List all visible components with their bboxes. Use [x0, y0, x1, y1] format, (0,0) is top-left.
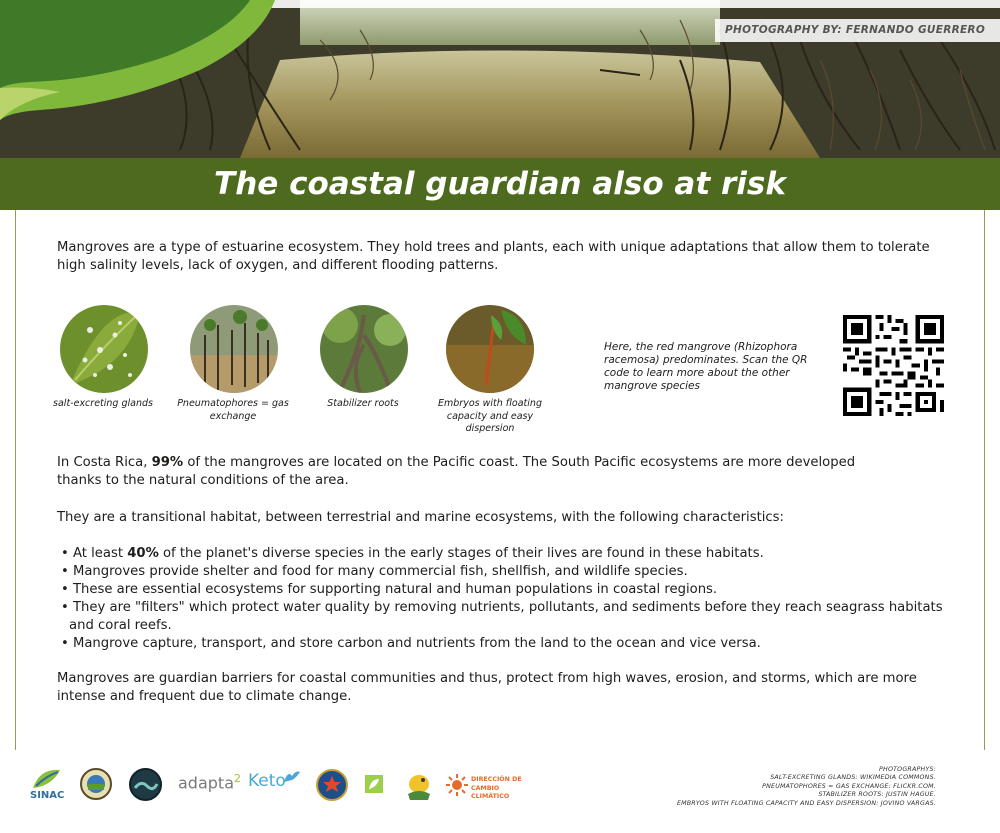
bullet-1-before: • At least	[61, 546, 128, 561]
cr-text-before: In Costa Rica,	[57, 455, 152, 470]
bird-logo	[404, 770, 434, 802]
wave-emblem-icon	[131, 770, 160, 799]
climate-change-directorate-logo	[446, 774, 526, 798]
bullet-1-highlight: 40%	[127, 546, 159, 561]
stabilizer-roots-photo	[320, 305, 408, 393]
seal-logo-3	[316, 769, 348, 801]
sinac-logo	[30, 766, 64, 806]
qr-note: Here, the red mangrove (Rhizophora racemosa) predominates. Scan the QR code to learn more about the other mangrove species	[604, 341, 808, 392]
seal-emblem-icon	[82, 770, 110, 798]
adapta-logo	[178, 770, 240, 800]
salt-gland-photo	[60, 305, 148, 393]
transition-paragraph: They are a transitional habitat, between terrestrial and marine ecosystems, with the following characteristics:	[57, 510, 784, 525]
caption-pneumatophores: Pneumatophores = gas exchange	[177, 398, 289, 422]
pneumatophores-photo	[190, 305, 278, 393]
adapta-word: adapta	[178, 773, 234, 793]
list-item: • These are essential ecosystems for supporting natural and human populations in coastal regions.	[61, 582, 718, 597]
sun-icon	[446, 774, 468, 796]
sinac-label: SINAC	[30, 790, 65, 801]
dcc-line-2: CAMBIO CLIMÁTICO	[471, 784, 510, 800]
seal-logo-1	[80, 768, 112, 800]
bird-icon	[404, 770, 434, 802]
bullet-1-after: of the planet's diverse species in the early stages of their lives are found in these habitats.	[158, 546, 764, 561]
seal-logo-2	[129, 768, 162, 801]
credit-line: PNEUMATOPHORES = GAS EXCHANGE: FLICKR.COM.	[762, 782, 936, 790]
photo-credits	[636, 766, 936, 808]
list-item: • They are "filters" which protect water quality by removing nutrients, pollutants, and sediments before they reach seagrass habitats and coral reefs.	[61, 600, 943, 633]
green-square-logo	[365, 775, 383, 793]
credit-line: STABILIZER ROOTS: JUSTIN HAGUE.	[818, 791, 936, 799]
list-item: • Mangroves provide shelter and food for many commercial fish, shellfish, and wildlife species.	[61, 564, 688, 579]
frame-line-right	[984, 210, 985, 750]
keto-logo	[248, 768, 304, 798]
dcc-line-1: DIRECCIÓN DE	[471, 776, 522, 783]
costa-rica-paragraph	[57, 454, 877, 490]
star-emblem-icon	[318, 771, 346, 799]
qr-code-icon	[843, 315, 944, 416]
adapta-label	[178, 772, 241, 792]
dcc-label	[471, 776, 526, 802]
cr-text-after: of the mangroves are located on the Pacific coast. The South Pacific ecosystems are more developed thanks to the natural conditions of the area.	[57, 455, 856, 488]
credit-line: SALT-EXCRETING GLANDS: WIKIMEDIA COMMONS.	[770, 774, 936, 782]
caption-floating-embryos: Embryos with floating capacity and easy dispersion	[438, 398, 542, 434]
list-item	[57, 545, 947, 563]
page-title: The coastal guardian also at risk	[214, 166, 786, 202]
whale-tail-icon	[282, 768, 302, 784]
caption-salt-glands: salt-excreting glands	[53, 398, 153, 409]
credits-heading: PHOTOGRAPHYS:	[879, 766, 936, 773]
list-item: • Mangrove capture, transport, and store carbon and nutrients from the land to the ocean and vice versa.	[61, 636, 761, 651]
caption-stabilizer-roots: Stabilizer roots	[327, 398, 399, 409]
closing-paragraph: Mangroves are guardian barriers for coastal communities and thus, protect from high waves, erosion, and storms, which are more intense and frequent due to climate change.	[57, 671, 917, 704]
intro-paragraph: Mangroves are a type of estuarine ecosystem. They hold trees and plants, each with unique adaptations that allow them to tolerate high salinity levels, lack of oxygen, and different flooding patterns.	[57, 240, 930, 273]
characteristics-list	[57, 545, 947, 653]
frame-line-left	[15, 210, 16, 750]
cr-highlight: 99%	[151, 455, 184, 470]
credit-line: EMBRYOS WITH FLOATING CAPACITY AND EASY DISPERSION: JOVINO VARGAS.	[676, 799, 936, 807]
keto-label: Keto	[248, 771, 286, 791]
leaf-mark-icon	[365, 775, 383, 793]
adapta-superscript: 2	[234, 772, 241, 785]
hero-photo	[0, 0, 1000, 158]
sinac-leaf-icon	[30, 766, 64, 792]
photo-credit: PHOTOGRAPHY BY: FERNANDO GUERRERO	[715, 19, 1000, 42]
qr-code[interactable]	[843, 315, 944, 416]
title-band	[0, 158, 1000, 210]
floating-embryo-photo	[446, 305, 534, 393]
